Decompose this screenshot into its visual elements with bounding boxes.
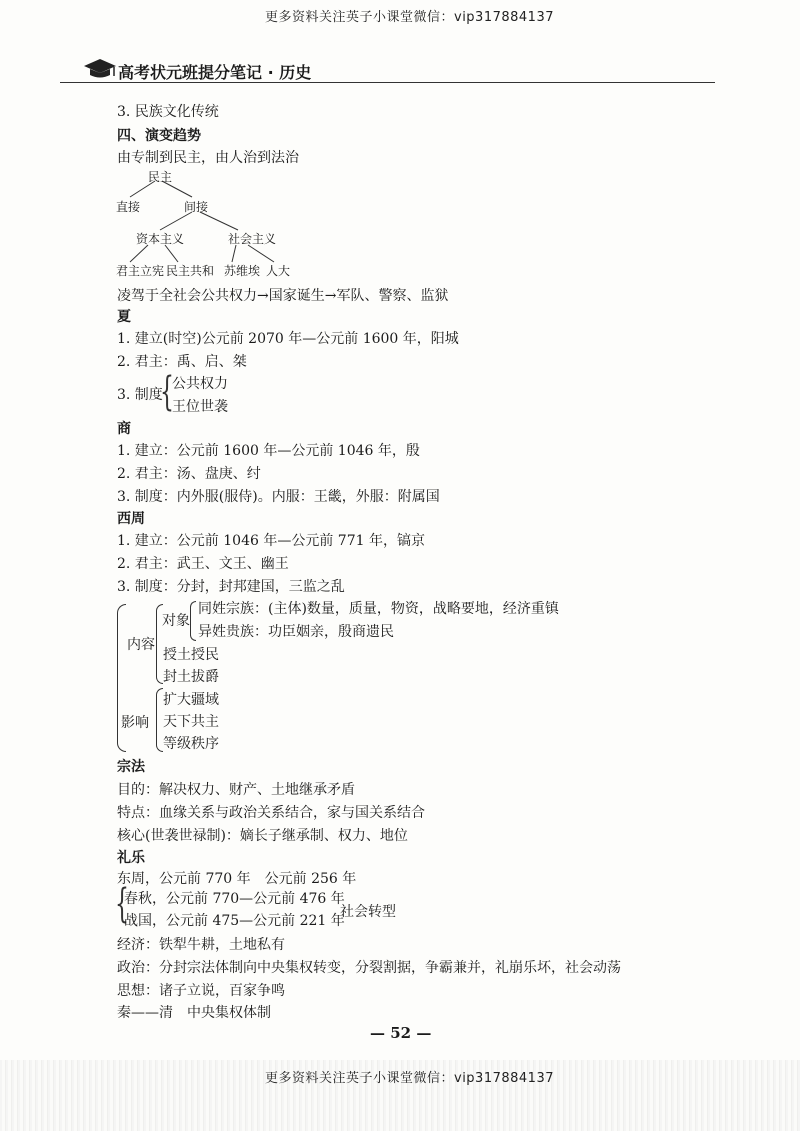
content-line-3: 封土拔爵 — [163, 669, 219, 685]
object-line-1: 同姓宗族：(主体)数量，质量，物资，战略要地，经济重镇 — [198, 601, 559, 617]
dongzhou-politics: 政治：分封宗法体制向中央集权转变，分裂割据，争霸兼并，礼崩乐坏，社会动荡 — [117, 960, 621, 976]
page-number: — 52 — — [370, 1024, 432, 1042]
liyue-title: 礼乐 — [117, 850, 145, 866]
effect-line-1: 扩大疆域 — [163, 692, 219, 708]
brace-icon: { — [160, 369, 174, 415]
brace-icon: { — [115, 881, 129, 927]
effect-label: 影响 — [121, 715, 149, 731]
tree-soviet: 苏维埃 — [224, 264, 261, 278]
effect-line-2: 天下共主 — [163, 714, 219, 730]
shang-title: 商 — [117, 421, 131, 437]
effect-bracket — [156, 688, 163, 752]
section-4-heading: 四、演变趋势 — [117, 128, 201, 144]
xia-brace-1: 公共权力 — [172, 376, 228, 392]
object-line-2: 异姓贵族：功臣姻亲，殷商遗民 — [198, 624, 394, 640]
mortarboard-icon — [82, 58, 118, 84]
header-title: 高考状元班提分笔记 · 历史 — [118, 63, 312, 82]
header-rule — [60, 82, 715, 83]
section-3: 3. 民族文化传统 — [117, 104, 219, 120]
xizhou-line-2: 2. 君主：武王、文王、幽王 — [117, 556, 289, 572]
dongzhou-side: 社会转型 — [340, 904, 396, 920]
effect-line-3: 等级秩序 — [163, 736, 219, 752]
watermark-top: 更多资料关注英子小课堂微信：vip317884137 — [265, 10, 554, 25]
tree-republic: 民主共和 — [166, 264, 215, 278]
object-bracket — [190, 601, 196, 641]
content-line-2: 授土授民 — [163, 647, 219, 663]
shang-line-3: 3. 制度：内外服(服侍)。内服：王畿，外服：附属国 — [117, 489, 440, 505]
xia-line-1: 1. 建立(时空)公元前 2070 年—公元前 1600 年，阳城 — [117, 331, 459, 347]
xizhou-title: 西周 — [117, 511, 145, 527]
xia-title: 夏 — [117, 309, 131, 325]
xia-line-3: 3. 制度 — [117, 387, 163, 403]
xia-line-2: 2. 君主：禹、启、桀 — [117, 354, 247, 370]
qin-qing-line: 秦——清 中央集权体制 — [117, 1005, 271, 1021]
dongzhou-brace-1: 春秋，公元前 770—公元前 476 年 — [124, 891, 345, 907]
shang-line-2: 2. 君主：汤、盘庚、纣 — [117, 466, 261, 482]
dongzhou-brace-2: 战国，公元前 475—公元前 221 年 — [124, 913, 345, 929]
tree-socialism: 社会主义 — [228, 232, 277, 246]
xizhou-line-1: 1. 建立：公元前 1046 年—公元前 771 年，镐京 — [117, 533, 425, 549]
object-label: 对象 — [162, 613, 190, 629]
watermark-bottom: 更多资料关注英子小课堂微信：vip317884137 — [265, 1071, 554, 1086]
tree-constitutional-monarchy: 君主立宪 — [116, 264, 165, 278]
content-label: 内容 — [127, 637, 155, 653]
shang-line-1: 1. 建立：公元前 1600 年—公元前 1046 年，殷 — [117, 443, 420, 459]
origin-text: 凌驾于全社会公共权力→国家诞生→军队、警察、监狱 — [117, 288, 449, 304]
xizhou-line-3: 3. 制度：分封，封邦建国，三监之乱 — [117, 579, 345, 595]
zongfa-line-2: 特点：血缘关系与政治关系结合，家与国关系结合 — [117, 805, 425, 821]
tree-capitalism: 资本主义 — [136, 232, 185, 246]
tree-npc: 人大 — [266, 264, 291, 278]
dongzhou-economy: 经济：铁犁牛耕，土地私有 — [117, 937, 285, 953]
xia-brace-2: 王位世袭 — [172, 399, 228, 415]
trend-text: 由专制到民主，由人治到法治 — [117, 150, 299, 166]
zongfa-line-1: 目的：解决权力、财产、土地继承矛盾 — [117, 782, 355, 798]
tree-root: 民主 — [148, 170, 173, 184]
zongfa-line-3: 核心(世袭世禄制)：嫡长子继承制、权力、地位 — [117, 828, 408, 844]
zongfa-title: 宗法 — [117, 759, 145, 775]
tree-indirect: 间接 — [184, 200, 209, 214]
tree-direct: 直接 — [116, 200, 141, 214]
dongzhou-thought: 思想：诸子立说，百家争鸣 — [117, 983, 285, 999]
dongzhou-line-1: 东周，公元前 770 年 公元前 256 年 — [117, 871, 357, 887]
